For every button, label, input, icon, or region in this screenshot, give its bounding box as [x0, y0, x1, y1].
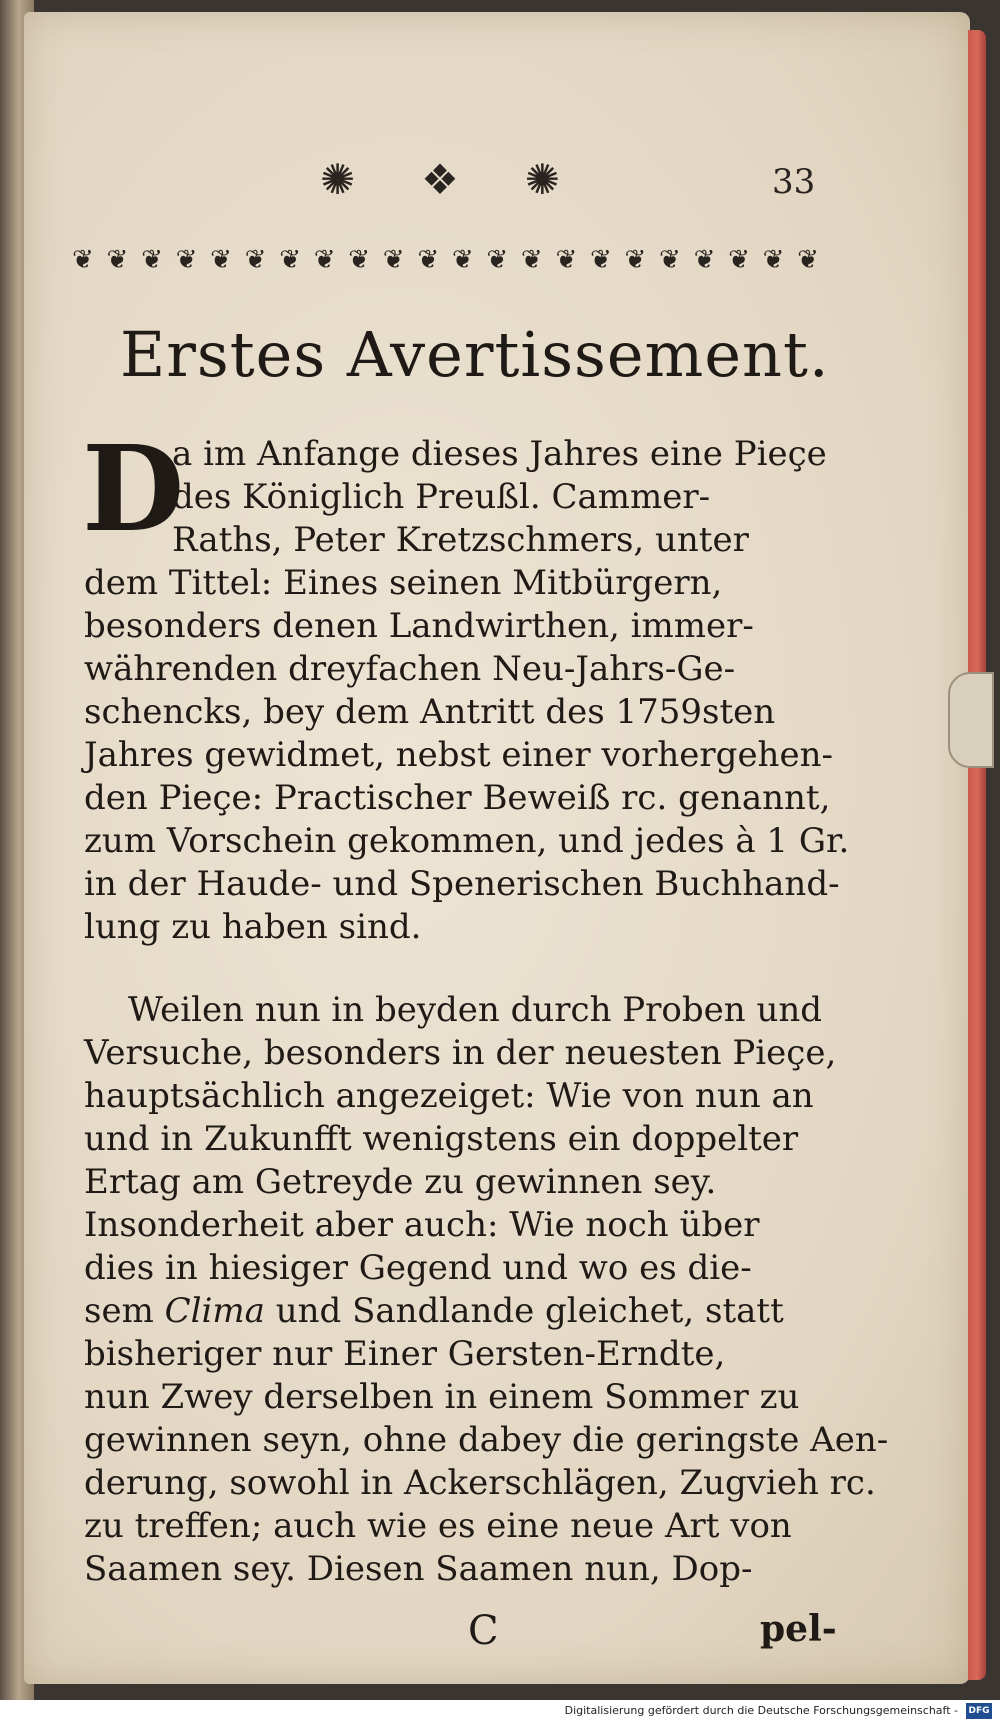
text-line: Versuche, besonders in der neuesten Pieçe,	[84, 1033, 837, 1073]
catchword: pel-	[760, 1608, 837, 1650]
red-page-edge	[968, 30, 986, 1680]
border-ornament-icon: ❦	[659, 245, 679, 275]
text-line: Jahres gewidmet, nebst einer vorhergehen-	[84, 735, 833, 775]
top-ornament-row	[320, 150, 560, 210]
ornament-fleuron-icon: ❖	[421, 155, 459, 204]
border-ornament-icon: ❦	[175, 245, 196, 275]
signature-mark: C	[468, 1608, 499, 1654]
border-ornament-icon: ❦	[589, 245, 610, 275]
text-segment: und Sandlande gleichet, statt	[275, 1291, 784, 1331]
border-ornament-icon: ❦	[451, 245, 472, 275]
border-ornament-icon: ❦	[313, 245, 334, 275]
text-line: Ertag am Getreyde zu gewinnen sey.	[84, 1162, 717, 1202]
border-ornament-icon: ❦	[72, 245, 92, 275]
text-line: Raths, Peter Kretzschmers, unter	[172, 520, 749, 560]
italic-term-clima: Clima	[164, 1291, 265, 1331]
text-line: Weilen nun in beyden durch Proben und	[128, 990, 823, 1030]
text-line: hauptsächlich angezeiget: Wie von nun an	[84, 1076, 814, 1116]
text-line: derung, sowohl in Ackerschlägen, Zugvieh rc.	[84, 1463, 876, 1503]
border-ornament-icon: ❦	[106, 245, 127, 275]
text-line: in der Haude- und Spenerischen Buchhand-	[84, 864, 840, 904]
ornamental-border-rule	[72, 240, 817, 280]
text-line: den Pieçe: Practischer Beweiß rc. genannt,	[84, 778, 831, 818]
border-ornament-icon: ❦	[797, 245, 817, 275]
text-line: zu treffen; auch wie es eine neue Art von	[84, 1506, 792, 1546]
text-line: schencks, bey dem Antritt des 1759sten	[84, 692, 776, 732]
border-ornament-icon: ❦	[210, 245, 230, 275]
text-line: lung zu haben sind.	[84, 907, 422, 947]
dropcap-letter: D	[82, 419, 185, 558]
ornament-flower-icon: ✺	[320, 155, 356, 204]
text-line: dem Tittel: Eines seinen Mitbürgern,	[84, 563, 723, 603]
border-ornament-icon: ❦	[417, 245, 438, 275]
ornament-flower-icon: ✺	[524, 155, 560, 204]
page-tab-marker	[948, 672, 994, 768]
page-number: 33	[772, 162, 816, 202]
dfg-logo-icon: DFG	[966, 1703, 992, 1719]
text-line: und in Zukunfft wenigstens ein doppelter	[84, 1119, 799, 1159]
border-ornament-icon: ❦	[728, 245, 748, 275]
border-ornament-icon: ❦	[624, 245, 645, 275]
text-line: währenden dreyfachen Neu-Jahrs-Ge-	[84, 649, 736, 689]
border-ornament-icon: ❦	[141, 245, 161, 275]
text-line	[84, 1291, 784, 1331]
border-ornament-icon: ❦	[555, 245, 576, 275]
border-ornament-icon: ❦	[244, 245, 265, 275]
border-ornament-icon: ❦	[279, 245, 299, 275]
text-line: zum Vorschein gekommen, und jedes à 1 Gr.	[84, 821, 850, 861]
text-line: nun Zwey derselben in einem Sommer zu	[84, 1377, 800, 1417]
text-line: besonders denen Landwirthen, immer-	[84, 606, 754, 646]
border-ornament-icon: ❦	[486, 245, 507, 275]
border-ornament-icon: ❦	[382, 245, 403, 275]
text-line: a im Anfange dieses Jahres eine Pieçe	[172, 434, 827, 474]
text-segment: sem	[84, 1291, 154, 1331]
border-ornament-icon: ❦	[520, 245, 541, 275]
text-line: gewinnen seyn, ohne dabey die geringste Aen-	[84, 1420, 889, 1460]
text-line: Saamen sey. Diesen Saamen nun, Dop-	[84, 1549, 753, 1589]
text-line: Insonderheit aber auch: Wie noch über	[84, 1205, 760, 1245]
text-line: bisheriger nur Einer Gersten-Erndte,	[84, 1334, 726, 1374]
page-heading: Erstes Avertissement.	[120, 318, 830, 391]
border-ornament-icon: ❦	[693, 245, 714, 275]
text-line: des Königlich Preußl. Cammer-	[172, 477, 711, 517]
funding-credit: Digitalisierung gefördert durch die Deutsche Forschungsgemeinschaft -	[564, 1704, 958, 1717]
text-line: dies in hiesiger Gegend und wo es die-	[84, 1248, 752, 1288]
border-ornament-icon: ❦	[348, 245, 369, 275]
border-ornament-icon: ❦	[762, 245, 783, 275]
